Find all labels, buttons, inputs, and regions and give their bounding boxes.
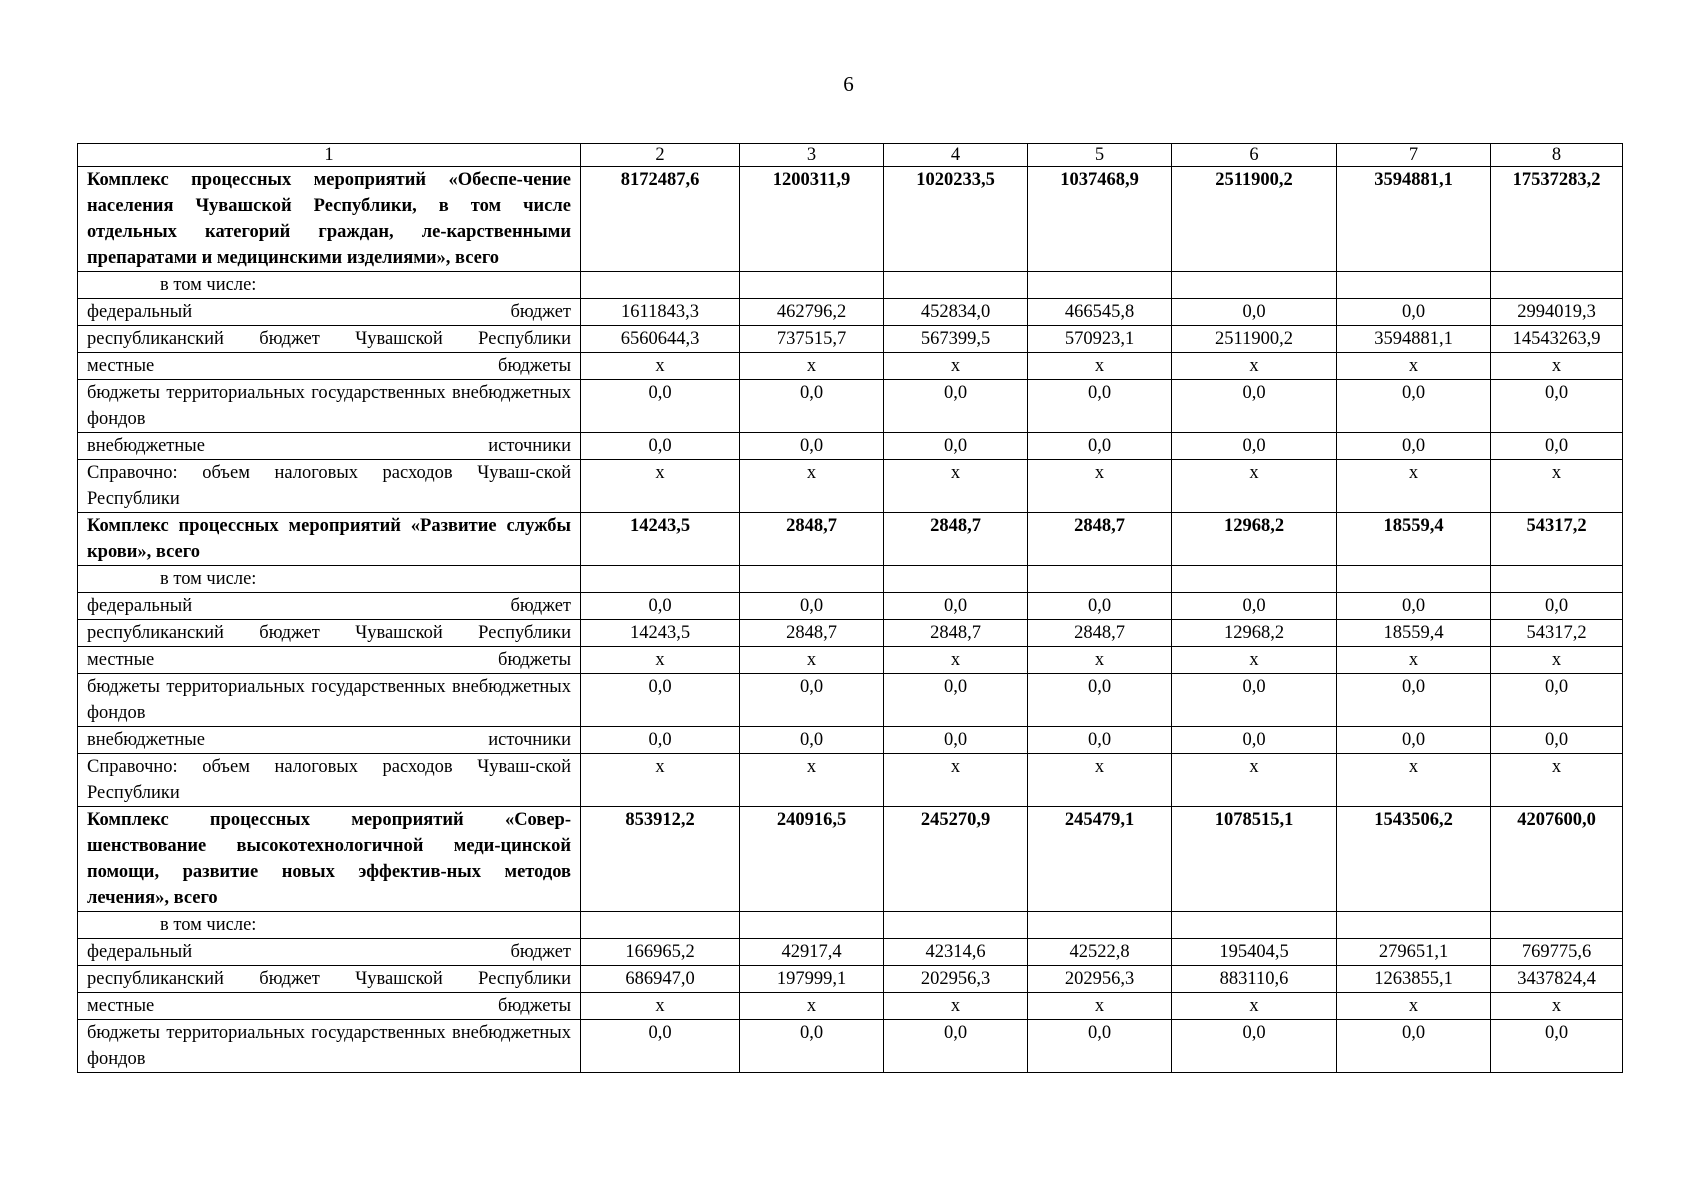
value-cell: 0,0 [1491,380,1623,433]
value-cell: 197999,1 [740,966,884,993]
value-cell: 0,0 [740,1020,884,1073]
value-cell: x [1172,993,1337,1020]
value-cell: x [740,353,884,380]
value-cell: 0,0 [1337,433,1491,460]
table-total-row [78,807,1623,912]
value-cell: x [1491,754,1623,807]
value-cell: 0,0 [1337,674,1491,727]
row-label: Комплекс процессных мероприятий «Совер-шенствование высокотехнологичной меди-цинской помощи, развитие новых эффектив-ных методов лечения», всего [78,807,581,912]
value-cell: 2511900,2 [1172,167,1337,272]
table-row [78,647,1623,674]
value-cell: x [1491,460,1623,513]
table-row [78,433,1623,460]
value-cell: 2848,7 [740,620,884,647]
value-cell: 0,0 [1028,727,1172,754]
value-cell [1491,272,1623,299]
value-cell: x [1028,993,1172,1020]
value-cell [1172,272,1337,299]
table-header-row [78,144,1623,167]
value-cell: 0,0 [1172,593,1337,620]
value-cell: 0,0 [1337,380,1491,433]
value-cell [1172,912,1337,939]
value-cell: x [1172,754,1337,807]
value-cell: 0,0 [1491,433,1623,460]
value-cell [884,566,1028,593]
value-cell: x [884,647,1028,674]
value-cell: 0,0 [740,380,884,433]
value-cell: 0,0 [1172,299,1337,326]
value-cell: 195404,5 [1172,939,1337,966]
value-cell [1491,912,1623,939]
value-cell: 0,0 [581,1020,740,1073]
table-row [78,1020,1623,1073]
value-cell: x [1337,353,1491,380]
row-label: в том числе: [78,912,581,939]
table-row [78,674,1623,727]
value-cell: 2848,7 [1028,513,1172,566]
value-cell: x [740,754,884,807]
row-label: Комплекс процессных мероприятий «Развитие службы крови», всего [78,513,581,566]
value-cell: 853912,2 [581,807,740,912]
value-cell: 0,0 [1172,674,1337,727]
value-cell: 0,0 [581,727,740,754]
page-number: 6 [843,72,854,96]
value-cell: 686947,0 [581,966,740,993]
value-cell: 1611843,3 [581,299,740,326]
value-cell: 17537283,2 [1491,167,1623,272]
value-cell: 0,0 [884,433,1028,460]
value-cell [1172,566,1337,593]
table-row [78,593,1623,620]
value-cell: 54317,2 [1491,513,1623,566]
value-cell: 0,0 [740,674,884,727]
row-label: в том числе: [78,272,581,299]
column-number-header: 3 [740,144,884,167]
value-cell: 245479,1 [1028,807,1172,912]
value-cell: 0,0 [581,593,740,620]
row-label: Справочно: объем налоговых расходов Чуваш-ской Республики [78,460,581,513]
table-total-row [78,513,1623,566]
value-cell: 14243,5 [581,513,740,566]
value-cell: 14243,5 [581,620,740,647]
value-cell [1028,272,1172,299]
value-cell: 2848,7 [884,620,1028,647]
table-row [78,460,1623,513]
value-cell: 0,0 [1028,380,1172,433]
row-label: бюджеты территориальных государственных внебюджетных фондов [78,1020,581,1073]
value-cell: 12968,2 [1172,620,1337,647]
value-cell: 3437824,4 [1491,966,1623,993]
value-cell: 567399,5 [884,326,1028,353]
table-row [78,754,1623,807]
value-cell: 54317,2 [1491,620,1623,647]
value-cell: 166965,2 [581,939,740,966]
value-cell: x [1028,353,1172,380]
value-cell: 570923,1 [1028,326,1172,353]
value-cell: 0,0 [1491,727,1623,754]
row-label: местные бюджеты [78,647,581,674]
value-cell: 2848,7 [1028,620,1172,647]
table-row [78,912,1623,939]
table-row [78,353,1623,380]
value-cell: 0,0 [581,433,740,460]
value-cell: 0,0 [1491,674,1623,727]
value-cell: 0,0 [1172,433,1337,460]
value-cell: 0,0 [1337,727,1491,754]
value-cell [581,272,740,299]
value-cell: 0,0 [1028,674,1172,727]
value-cell: 2511900,2 [1172,326,1337,353]
row-label: бюджеты территориальных государственных внебюджетных фондов [78,674,581,727]
table-row [78,966,1623,993]
value-cell: 0,0 [740,593,884,620]
row-label: федеральный бюджет [78,939,581,966]
value-cell: 42917,4 [740,939,884,966]
value-cell: 279651,1 [1337,939,1491,966]
value-cell: x [740,647,884,674]
row-label: республиканский бюджет Чувашской Республики [78,966,581,993]
value-cell: 0,0 [581,674,740,727]
row-label: местные бюджеты [78,993,581,1020]
value-cell: 0,0 [884,380,1028,433]
value-cell: 0,0 [1172,1020,1337,1073]
value-cell: x [1491,993,1623,1020]
value-cell: 3594881,1 [1337,326,1491,353]
value-cell: 462796,2 [740,299,884,326]
value-cell: x [884,754,1028,807]
table-row [78,620,1623,647]
value-cell: x [581,460,740,513]
value-cell: 18559,4 [1337,620,1491,647]
row-label: Комплекс процессных мероприятий «Обеспе-чение населения Чувашской Республики, в том числе отдельных категорий граждан, ле-карственными препаратами и медицинскими изделиями», всего [78,167,581,272]
value-cell: 737515,7 [740,326,884,353]
table-row [78,566,1623,593]
row-label: федеральный бюджет [78,593,581,620]
value-cell: x [1337,993,1491,1020]
value-cell: 883110,6 [1172,966,1337,993]
row-label: внебюджетные источники [78,727,581,754]
value-cell [1337,912,1491,939]
budget-table [77,143,1623,1073]
value-cell [1491,566,1623,593]
column-number-header: 7 [1337,144,1491,167]
value-cell: 245270,9 [884,807,1028,912]
column-number-header: 8 [1491,144,1623,167]
row-label: республиканский бюджет Чувашской Республики [78,620,581,647]
table-row [78,727,1623,754]
column-number-header: 1 [78,144,581,167]
value-cell: 0,0 [1491,593,1623,620]
column-number-header: 4 [884,144,1028,167]
value-cell: 0,0 [1028,593,1172,620]
value-cell: 452834,0 [884,299,1028,326]
table-row [78,380,1623,433]
value-cell: 202956,3 [1028,966,1172,993]
column-number-header: 6 [1172,144,1337,167]
value-cell: 18559,4 [1337,513,1491,566]
value-cell: x [1491,647,1623,674]
value-cell: 0,0 [740,433,884,460]
value-cell: 1078515,1 [1172,807,1337,912]
value-cell [1028,566,1172,593]
table-total-row [78,167,1623,272]
value-cell [581,912,740,939]
value-cell: 0,0 [581,380,740,433]
value-cell: 1200311,9 [740,167,884,272]
value-cell: 3594881,1 [1337,167,1491,272]
value-cell [1337,566,1491,593]
value-cell: x [884,993,1028,1020]
value-cell [1028,912,1172,939]
value-cell: x [1172,353,1337,380]
value-cell: x [1337,460,1491,513]
column-number-header: 2 [581,144,740,167]
value-cell: x [1028,460,1172,513]
value-cell: x [1491,353,1623,380]
value-cell [884,912,1028,939]
value-cell: x [1172,647,1337,674]
table-row [78,993,1623,1020]
row-label: местные бюджеты [78,353,581,380]
value-cell: x [884,353,1028,380]
value-cell: 240916,5 [740,807,884,912]
value-cell: 1020233,5 [884,167,1028,272]
value-cell: x [581,353,740,380]
value-cell: x [1172,460,1337,513]
value-cell [740,566,884,593]
value-cell: 4207600,0 [1491,807,1623,912]
value-cell: 1037468,9 [1028,167,1172,272]
value-cell: x [1028,754,1172,807]
column-number-header: 5 [1028,144,1172,167]
value-cell: 0,0 [1337,1020,1491,1073]
value-cell: 1543506,2 [1337,807,1491,912]
row-label: внебюджетные источники [78,433,581,460]
value-cell: x [581,647,740,674]
value-cell: x [740,993,884,1020]
row-label: в том числе: [78,566,581,593]
value-cell: 0,0 [884,674,1028,727]
value-cell: 6560644,3 [581,326,740,353]
value-cell: x [581,993,740,1020]
value-cell [740,912,884,939]
row-label: республиканский бюджет Чувашской Республики [78,326,581,353]
value-cell: x [1028,647,1172,674]
value-cell: 0,0 [1172,727,1337,754]
table-row [78,299,1623,326]
value-cell [884,272,1028,299]
value-cell: 12968,2 [1172,513,1337,566]
value-cell: 0,0 [884,593,1028,620]
value-cell: 0,0 [1028,433,1172,460]
value-cell: 2848,7 [884,513,1028,566]
value-cell: 466545,8 [1028,299,1172,326]
value-cell: x [740,460,884,513]
value-cell [740,272,884,299]
value-cell: 0,0 [884,1020,1028,1073]
value-cell [581,566,740,593]
value-cell: 0,0 [740,727,884,754]
value-cell: x [1337,754,1491,807]
table-row [78,939,1623,966]
value-cell: 0,0 [1172,380,1337,433]
row-label: бюджеты территориальных государственных внебюджетных фондов [78,380,581,433]
table-row [78,326,1623,353]
value-cell: 14543263,9 [1491,326,1623,353]
value-cell: 1263855,1 [1337,966,1491,993]
table-row [78,272,1623,299]
value-cell: 0,0 [1337,593,1491,620]
value-cell: 2994019,3 [1491,299,1623,326]
value-cell: x [884,460,1028,513]
value-cell: 0,0 [1028,1020,1172,1073]
value-cell: x [1337,647,1491,674]
value-cell: 769775,6 [1491,939,1623,966]
value-cell: 0,0 [1337,299,1491,326]
value-cell: 42522,8 [1028,939,1172,966]
value-cell: 8172487,6 [581,167,740,272]
row-label: Справочно: объем налоговых расходов Чуваш-ской Республики [78,754,581,807]
value-cell: x [581,754,740,807]
value-cell: 0,0 [884,727,1028,754]
value-cell: 2848,7 [740,513,884,566]
value-cell [1337,272,1491,299]
value-cell: 202956,3 [884,966,1028,993]
row-label: федеральный бюджет [78,299,581,326]
value-cell: 42314,6 [884,939,1028,966]
value-cell: 0,0 [1491,1020,1623,1073]
